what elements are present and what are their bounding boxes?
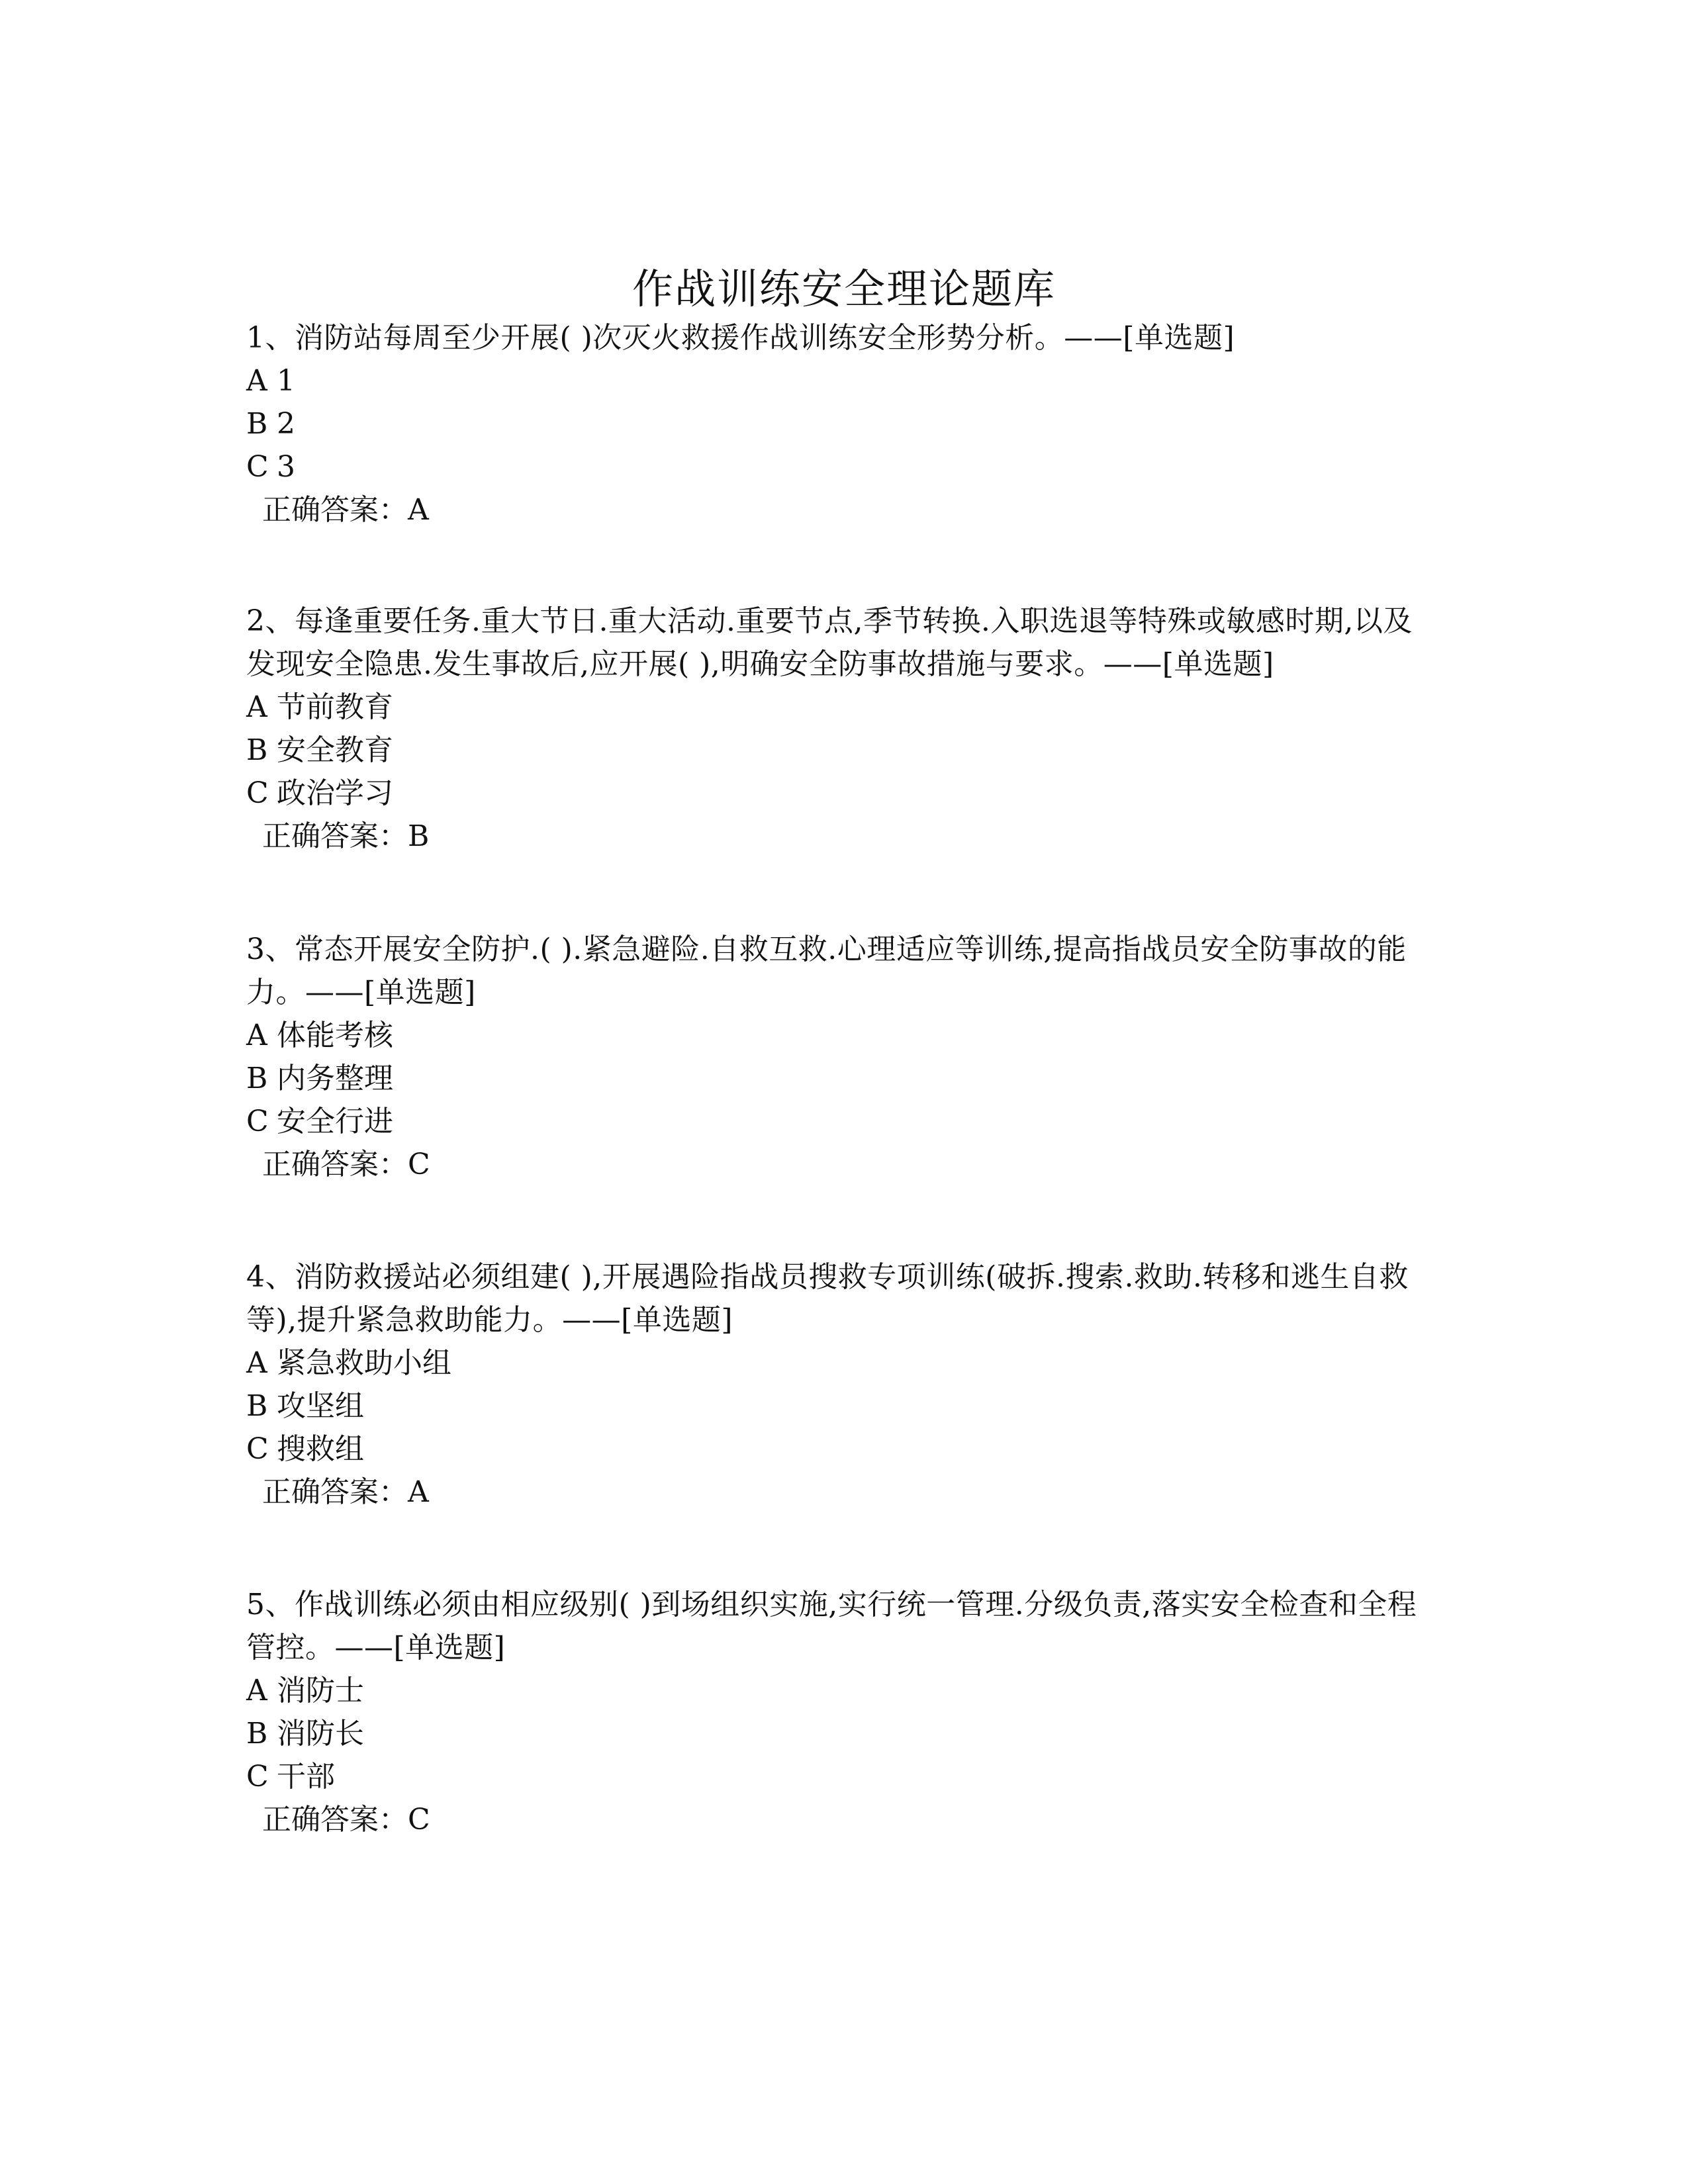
option-letter: C <box>246 1760 269 1794</box>
option-a <box>246 359 1431 402</box>
option-c <box>246 445 1431 488</box>
option-text: 干部 <box>277 1760 335 1794</box>
option-text: 消防士 <box>277 1674 364 1707</box>
option-letter: C <box>246 776 269 810</box>
answer-value: A <box>408 1475 429 1509</box>
question-3 <box>246 928 1431 1186</box>
option-a <box>246 1669 1431 1712</box>
option-letter: B <box>246 733 268 767</box>
answer-label: 正确答案： <box>262 1148 408 1181</box>
option-text: 安全行进 <box>277 1105 393 1138</box>
option-a <box>246 1342 1431 1385</box>
question-text: 1、消防站每周至少开展( )次灭火救援作战训练安全形势分析。——[单选题] <box>246 321 1235 355</box>
answer-label: 正确答案： <box>262 1803 408 1837</box>
answer-label: 正确答案： <box>262 493 408 527</box>
option-letter: A <box>246 690 267 724</box>
option-letter: A <box>246 1674 267 1707</box>
option-letter: C <box>246 450 269 484</box>
option-letter: B <box>246 1389 268 1423</box>
correct-answer <box>246 1143 1431 1186</box>
question-text: 2、每逢重要任务.重大节日.重大活动.重要节点,季节转换.入职选退等特殊或敏感时期,以及发现安全隐患.发生事故后,应开展( ),明确安全防事故措施与要求。——[单选题] <box>246 604 1413 681</box>
option-text: 攻坚组 <box>277 1389 364 1423</box>
answer-value: B <box>408 819 430 853</box>
correct-answer <box>246 815 1431 858</box>
option-text: 政治学习 <box>277 776 393 810</box>
correct-answer <box>246 1798 1431 1841</box>
correct-answer <box>246 1471 1431 1514</box>
question-text: 5、作战训练必须由相应级别( )到场组织实施,实行统一管理.分级负责,落实安全检查和全程管控。——[单选题] <box>246 1588 1417 1664</box>
answer-label: 正确答案： <box>262 819 408 853</box>
question-4 <box>246 1255 1431 1514</box>
answer-value: C <box>408 1148 430 1181</box>
option-b <box>246 1057 1431 1100</box>
question-text: 4、消防救援站必须组建( ),开展遇险指战员搜救专项训练(破拆.搜索.救助.转移和逃生自救等),提升紧急救助能力。——[单选题] <box>246 1260 1409 1337</box>
option-b <box>246 1712 1431 1755</box>
option-c <box>246 772 1431 815</box>
option-b <box>246 402 1431 445</box>
option-c <box>246 1428 1431 1471</box>
option-text: 体能考核 <box>277 1019 393 1052</box>
option-letter: C <box>246 1432 269 1466</box>
option-c <box>246 1100 1431 1143</box>
option-text: 消防长 <box>277 1717 364 1751</box>
option-b <box>246 729 1431 772</box>
option-text: 3 <box>277 450 295 484</box>
answer-label: 正确答案： <box>262 1475 408 1509</box>
question-1 <box>246 316 1431 531</box>
option-text: 搜救组 <box>277 1432 364 1466</box>
option-text: 紧急救助小组 <box>277 1346 451 1380</box>
option-letter: A <box>246 1019 267 1052</box>
page-title: 作战训练安全理论题库 <box>632 265 1056 313</box>
option-a <box>246 1014 1431 1057</box>
option-letter: C <box>246 1105 269 1138</box>
question-2 <box>246 600 1431 858</box>
option-letter: B <box>246 407 268 441</box>
option-text: 1 <box>277 364 295 398</box>
option-letter: A <box>246 364 267 398</box>
option-text: 内务整理 <box>277 1062 393 1095</box>
option-text: 节前教育 <box>277 690 393 724</box>
option-text: 2 <box>277 407 295 441</box>
answer-value: C <box>408 1803 430 1837</box>
option-letter: B <box>246 1062 268 1095</box>
option-a <box>246 686 1431 729</box>
correct-answer <box>246 488 1431 531</box>
option-c <box>246 1755 1431 1798</box>
question-5 <box>246 1583 1431 1841</box>
option-b <box>246 1385 1431 1428</box>
question-text: 3、常态开展安全防护.( ).紧急避险.自救互救.心理适应等训练,提高指战员安全防事故的能力。——[单选题] <box>246 933 1407 1009</box>
option-letter: B <box>246 1717 268 1751</box>
option-letter: A <box>246 1346 267 1380</box>
answer-value: A <box>408 493 429 527</box>
option-text: 安全教育 <box>277 733 393 767</box>
